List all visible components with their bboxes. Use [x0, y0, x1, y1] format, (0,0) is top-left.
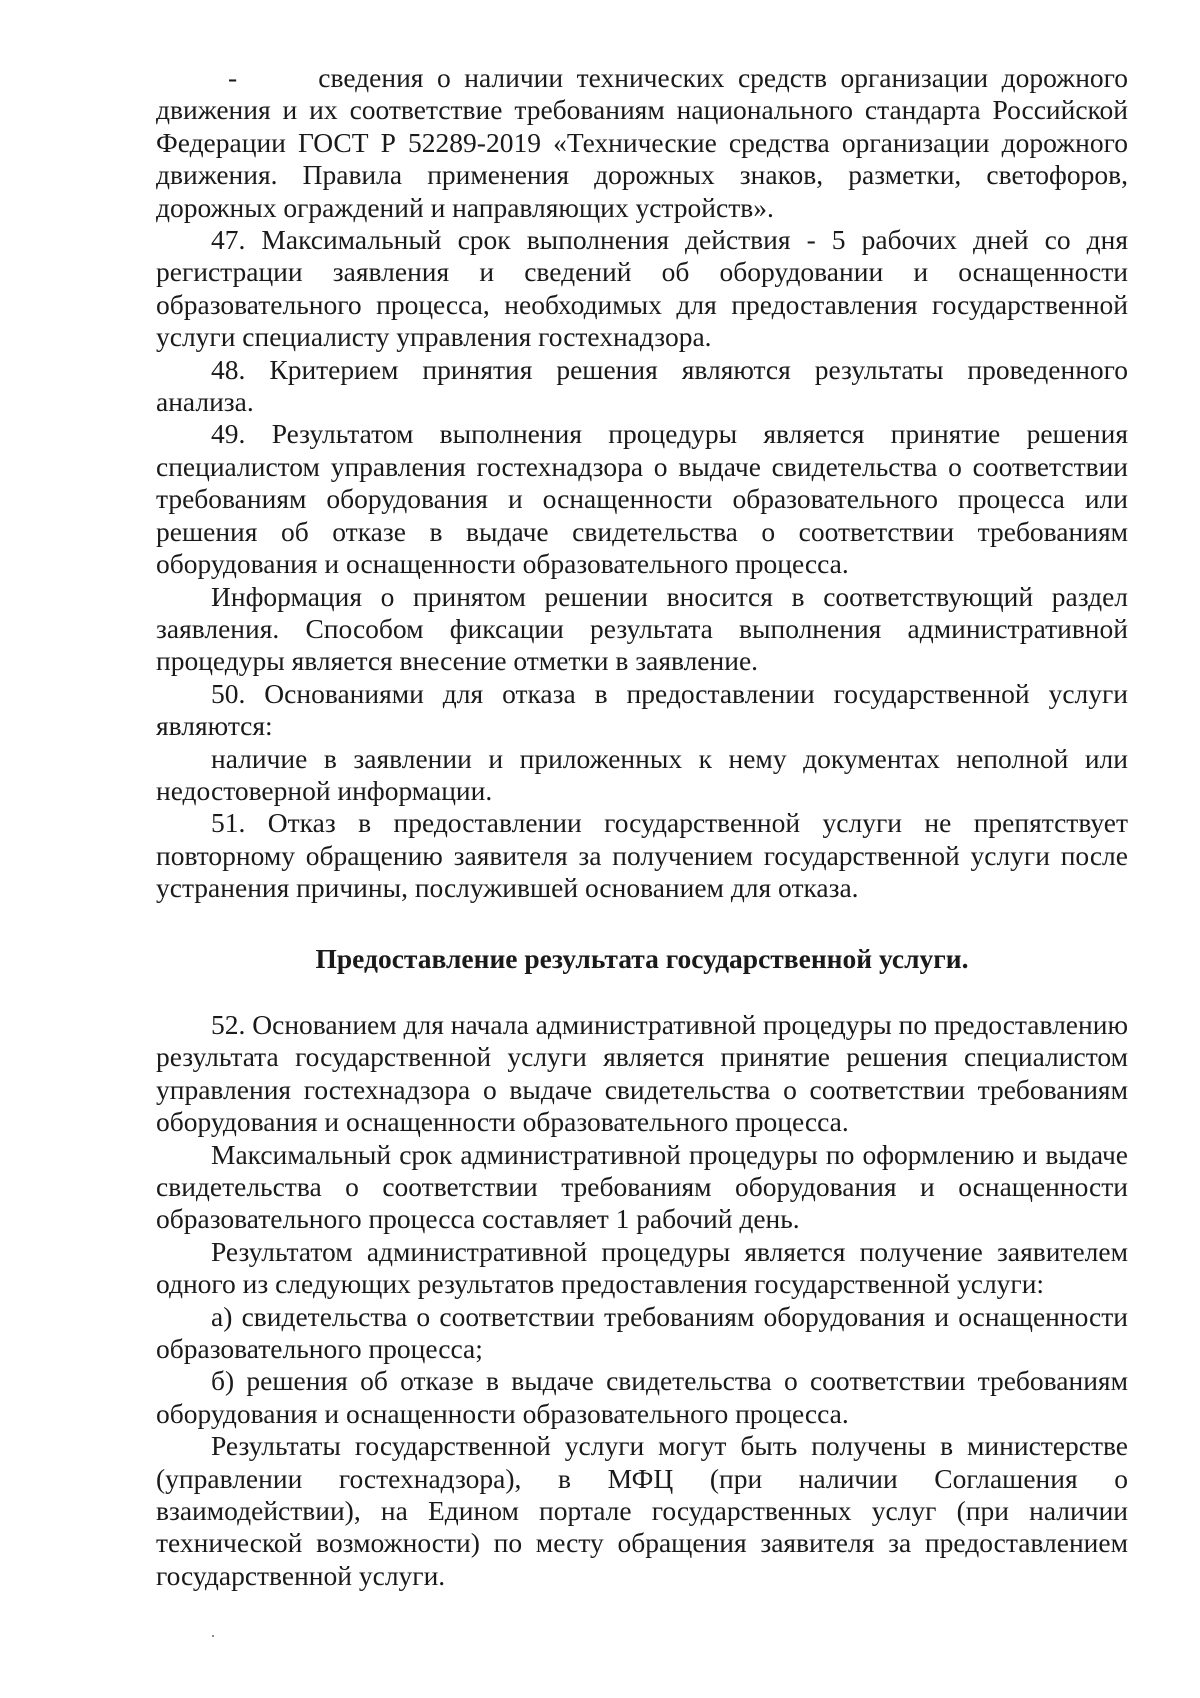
paragraph-refusal-reason: наличие в заявлении и приложенных к нему документах неполной или недостоверной информации.: [156, 742, 1128, 806]
paragraph-52: 52. Основанием для начала административной процедуры по предоставлению результата государственной услуги является принятие решения специалистом управления гостехнадзора о выдаче свидетельства о соответствии требованиям оборудования и оснащенности образовательного процесса.: [156, 1008, 1128, 1138]
paragraph-49: 49. Результатом выполнения процедуры является принятие решения специалистом управления гостехнадзора о выдаче свидетельства о соответствии требованиям оборудования и оснащенности образовательного процесса или решения об отказе в выдаче свидетельства о соответствии требованиям оборудования и оснащенности образовательного процесса.: [156, 418, 1128, 580]
paragraph-result: Результатом административной процедуры является получение заявителем одного из следующих результатов предоставления государственной услуги:: [156, 1235, 1128, 1300]
list-item-b: б) решения об отказе в выдаче свидетельства о соответствии требованиям оборудования и оснащенности образовательного процесса.: [156, 1365, 1128, 1429]
paragraph-47: 47. Максимальный срок выполнения действия - 5 рабочих дней со дня регистрации заявления и сведений об оборудовании и оснащенности образовательного процесса, необходимых для предоставления государственной услуги специалисту управления гостехнадзора.: [156, 224, 1128, 353]
document-page: [156, 62, 1128, 1592]
paragraph-48: 48. Критерием принятия решения являются результаты проведенного анализа.: [156, 353, 1128, 418]
list-item-a: а) свидетельства о соответствии требованиям оборудования и оснащенности образовательного процесса;: [156, 1300, 1128, 1365]
paragraph-results-obtained: Результаты государственной услуги могут быть получены в министерстве (управлении гостехнадзора), в МФЦ (при наличии Соглашения о взаимодействии), на Едином портале государственных услуг (при наличии технической возможности) по месту обращения заявителя за предоставлением государственной услуги.: [156, 1430, 1128, 1591]
scan-speck: [212, 1635, 214, 1637]
paragraph-traffic-means: - сведения о наличии технических средств организации дорожного движения и их соответствие требованиям национального стандарта Российской Федерации ГОСТ Р 52289-2019 «Технические средства организации дорожного движения. Правила применения дорожных знаков, разметки, светофоров, дорожных ограждений и направляющих устройств».: [156, 62, 1128, 223]
paragraph-decision-info: Информация о принятом решении вносится в соответствующий раздел заявления. Способом фиксации результата выполнения административной процедуры является внесение отметки в заявление.: [156, 580, 1128, 677]
section-heading: Предоставление результата государственной услуги.: [315, 942, 969, 974]
paragraph-50: 50. Основаниями для отказа в предоставлении государственной услуги являются:: [156, 677, 1128, 742]
paragraph-max-term: Максимальный срок административной процедуры по оформлению и выдаче свидетельства о соответствии требованиям оборудования и оснащенности образовательного процесса составляет 1 рабочий день.: [156, 1138, 1128, 1235]
paragraph-51: 51. Отказ в предоставлении государственной услуги не препятствует повторному обращению заявителя за получением государственной услуги после устранения причины, послужившей основанием для отказа.: [156, 807, 1128, 904]
